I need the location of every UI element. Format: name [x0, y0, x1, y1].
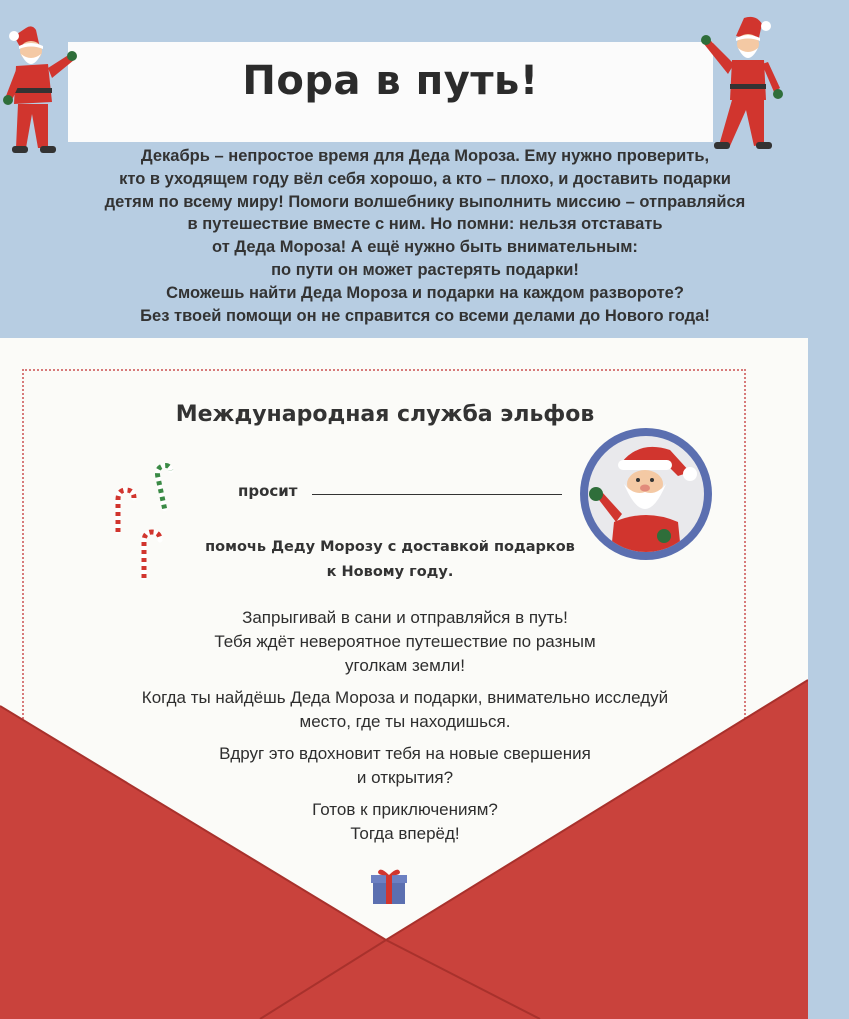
- intro-line: Без твоей помощи он не справится со всеми делами до Нового года!: [140, 306, 710, 325]
- gift-box-icon: [370, 866, 408, 906]
- intro-line: кто в уходящем году вёл себя хорошо, а кто – плохо, и доставить подарки: [119, 169, 731, 188]
- intro-line: Декабрь – непростое время для Деда Мороза. Ему нужно проверить,: [140, 147, 710, 165]
- help-line: к Новому году.: [326, 564, 454, 580]
- intro-line: от Деда Мороза! А ещё нужно быть внимательным:: [212, 238, 638, 257]
- text-line: Когда ты найдёшь Деда Мороза и подарки, внимательно исследуй: [141, 688, 669, 707]
- intro-line: детям по всему миру! Помоги волшебнику выполнить миссию – отправляйся: [104, 192, 746, 211]
- page-title: Пора в путь!: [242, 58, 539, 104]
- intro-line: Сможешь найти Деда Мороза и подарки на каждом развороте?: [166, 283, 684, 302]
- text-line: и открытия?: [356, 768, 454, 787]
- asks-label: просит: [238, 482, 298, 500]
- text-line: уголкам земли!: [345, 656, 465, 675]
- text-line: Готов к приключениям?: [312, 800, 498, 819]
- paragraph-ready: [50, 798, 760, 846]
- paragraph-explore: [50, 686, 760, 734]
- intro-line: в путешествие вместе с ним. Но помни: нельзя отставать: [187, 215, 663, 234]
- paragraph-inspire: [50, 742, 760, 790]
- text-line: Запрыгивай в сани и отправляйся в путь!: [242, 608, 568, 627]
- text-line: место, где ты находишься.: [299, 712, 511, 731]
- intro-line: по пути он может растерять подарки!: [271, 260, 579, 279]
- letter-title: Международная служба эльфов: [175, 402, 595, 427]
- text-line: Тогда вперёд!: [350, 824, 460, 843]
- help-line: помочь Деду Морозу с доставкой подарков: [205, 539, 575, 555]
- text-line: Тебя ждёт невероятное путешествие по разным: [214, 632, 596, 651]
- text-line: Вдруг это вдохновит тебя на новые свершения: [219, 744, 591, 763]
